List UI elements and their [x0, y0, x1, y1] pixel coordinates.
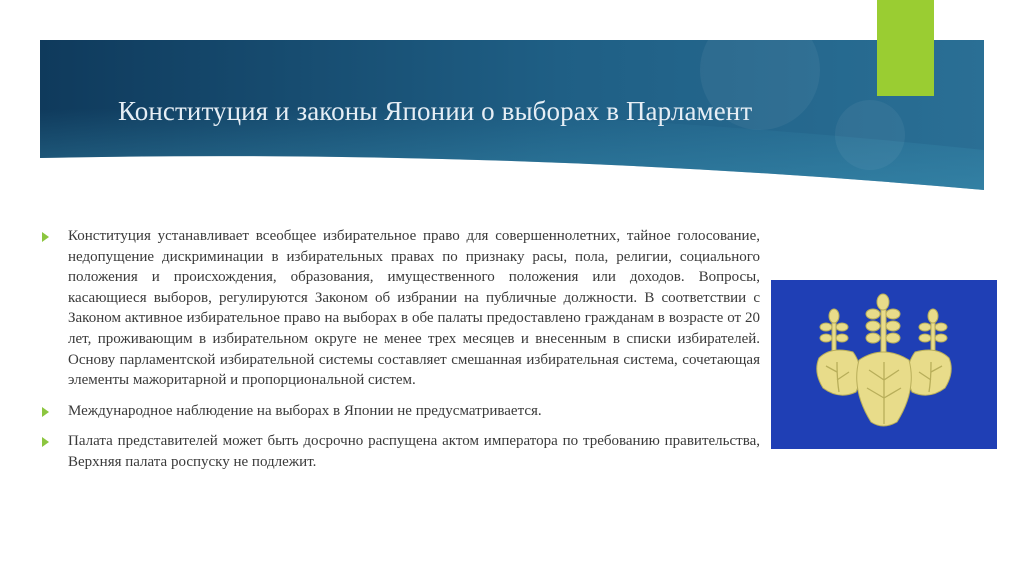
bullet-text: Международное наблюдение на выборах в Японии не предусматривается.: [68, 402, 542, 419]
paulownia-emblem-icon: [771, 280, 997, 449]
bullet-text: Палата представителей может быть досрочно распущена актом императора по требованию правительства, Верхняя палата роспуску не подлежит.: [68, 433, 760, 470]
list-item: [42, 401, 760, 422]
triangle-bullet-icon: [42, 407, 49, 417]
list-item: [42, 226, 760, 391]
triangle-bullet-icon: [42, 232, 49, 242]
list-item: [42, 431, 760, 472]
accent-green-tab: [877, 0, 934, 96]
slide-title: Конституция и законы Японии о выборах в Парламент: [118, 96, 753, 126]
bullet-list: [42, 226, 760, 483]
bullet-text: Конституция устанавливает всеобщее избирательное право для совершеннолетних, тайное голосование, недопущение дискриминации в избирательных правах по признаку расы, пола, религии, социального положения и происхождения, образования, имущественного положения или доходов. Вопросы, касающиеся выборов, регулируются Законом об избрании на публичные должности. В соответствии с Законом активное избирательное право на выборах в обе палаты предоставлено гражданам в возрасте от 20 лет, проживающим в избирательном округе не менее трех месяцев и внесенным в списки избирателей. Основу парламентской избирательной системы составляет смешанная избирательная система, сочетающая элементы мажоритарной и пропорциональной систем.: [68, 228, 760, 389]
triangle-bullet-icon: [42, 437, 49, 447]
